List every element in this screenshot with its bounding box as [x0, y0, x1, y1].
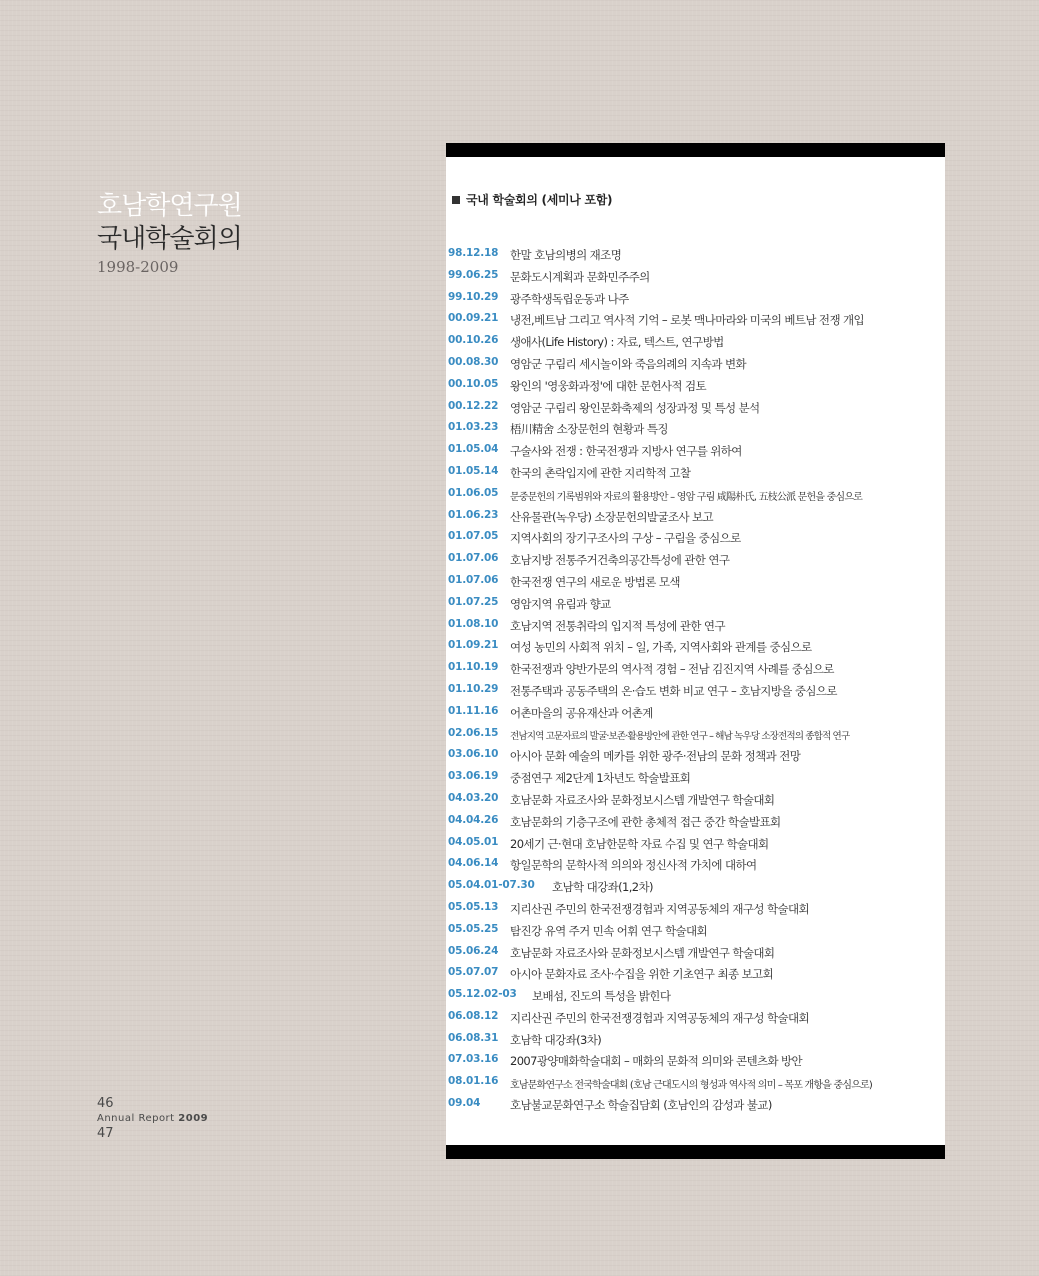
list-item — [448, 1052, 943, 1074]
list-item — [448, 595, 943, 617]
list-item — [448, 791, 943, 813]
entry-date: 00.12.22 — [448, 399, 499, 412]
entry-title: 전통주택과 공동주택의 온·습도 변화 비교 연구 – 호남지방을 중심으로 — [510, 683, 837, 698]
entry-date: 02.06.15 — [448, 726, 499, 739]
list-item — [448, 1031, 943, 1053]
list-item — [448, 856, 943, 878]
entry-title: 호남학 대강좌(3차) — [510, 1032, 602, 1047]
entry-date: 01.07.25 — [448, 595, 499, 608]
list-item — [448, 399, 943, 421]
entry-date: 07.03.16 — [448, 1053, 499, 1066]
list-item — [448, 638, 943, 660]
annual-label-text: Annual Report — [97, 1113, 175, 1124]
entry-date: 98.12.18 — [448, 247, 499, 259]
entry-date: 00.10.26 — [448, 334, 499, 347]
list-item — [448, 464, 943, 486]
entry-title: 보배섬, 진도의 특성을 밝힌다 — [532, 989, 671, 1004]
entry-title: 지역사회의 장기구조사의 구상 – 구림을 중심으로 — [510, 531, 741, 546]
entry-title: 냉전,베트남 그리고 역사적 기억 – 로봇 맥나마라와 미국의 베트남 전쟁 개입 — [510, 313, 865, 328]
list-item — [448, 965, 943, 987]
list-item — [448, 573, 943, 595]
list-item — [448, 813, 943, 835]
entry-date: 04.03.20 — [448, 791, 499, 804]
entry-title: 아시아 문화 예술의 메카를 위한 광주·전남의 문화 정책과 전망 — [510, 749, 801, 764]
entry-title: 항일문학의 문학사적 의의와 정신사적 가치에 대하여 — [510, 858, 757, 873]
list-item — [448, 442, 943, 464]
entry-title: 전남지역 고문자료의 발굴·보존·활용방안에 관한 연구 – 해남 녹우당 소장전적의 종합적 연구 — [510, 730, 850, 742]
list-item — [448, 944, 943, 966]
entry-date: 01.11.16 — [448, 704, 499, 717]
page-number-right: 47 — [97, 1126, 114, 1141]
entry-date: 05.04.01-07.30 — [448, 879, 535, 892]
entry-title: 구술사와 전쟁 : 한국전쟁과 지방사 연구를 위하여 — [510, 444, 742, 459]
entry-date: 01.06.05 — [448, 486, 499, 499]
list-item — [448, 333, 943, 355]
entry-date: 09.04 — [448, 1097, 481, 1110]
entry-date: 06.08.31 — [448, 1031, 499, 1044]
entry-date: 05.12.02-03 — [448, 988, 517, 1001]
list-item — [448, 900, 943, 922]
conference-list — [448, 246, 943, 1118]
page-footer — [97, 1096, 208, 1142]
entry-title: 호남지역 전통취락의 입지적 특성에 관한 연구 — [510, 618, 725, 633]
entry-date: 05.06.24 — [448, 944, 499, 957]
list-item — [448, 835, 943, 857]
list-item — [448, 704, 943, 726]
entry-date: 99.06.25 — [448, 268, 499, 281]
entry-date: 01.05.04 — [448, 443, 499, 456]
entry-title: 탐진강 유역 주거 민속 어휘 연구 학술대회 — [510, 923, 707, 938]
entry-title: 중점연구 제2단계 1차년도 학술발표회 — [510, 771, 691, 786]
list-item — [448, 486, 943, 508]
annual-year: 2009 — [178, 1113, 209, 1124]
entry-title: 한말 호남의병의 재조명 — [510, 248, 622, 262]
list-item — [448, 660, 943, 682]
list-item — [448, 551, 943, 573]
entry-date: 04.06.14 — [448, 857, 499, 870]
list-item — [448, 1074, 943, 1096]
panel-top-bar — [446, 143, 945, 157]
entry-title: 영암군 구림리 왕인문화축제의 성장과정 및 특성 분석 — [510, 400, 760, 415]
entry-title: 문중문헌의 기록범위와 자료의 활용방안 – 영암 구림 咸陽朴氏, 五枝公派 문헌을 중심으로 — [510, 491, 863, 503]
entry-date: 01.10.19 — [448, 661, 499, 674]
list-item — [448, 355, 943, 377]
list-item — [448, 769, 943, 791]
list-item — [448, 420, 943, 442]
entry-date: 00.10.05 — [448, 377, 499, 390]
list-item — [448, 1009, 943, 1031]
entry-date: 03.06.10 — [448, 748, 499, 761]
list-item — [448, 508, 943, 530]
list-item — [448, 987, 943, 1009]
section-title-text: 국내 학술회의 (세미나 포함) — [466, 193, 613, 207]
list-item — [448, 747, 943, 769]
list-item — [448, 377, 943, 399]
entry-title: 한국전쟁 연구의 새로운 방법론 모색 — [510, 574, 680, 589]
list-item — [448, 1096, 943, 1118]
entry-date: 04.05.01 — [448, 835, 499, 848]
entry-date: 04.04.26 — [448, 813, 499, 826]
entry-title: 호남학 대강좌(1,2차) — [552, 880, 653, 895]
entry-title: 영암지역 유림과 향교 — [510, 596, 611, 611]
page-number-left: 46 — [97, 1096, 114, 1111]
entry-title: 2007광양매화학술대회 – 매화의 문화적 의미와 콘텐츠화 방안 — [510, 1054, 803, 1069]
entry-date: 01.06.23 — [448, 508, 499, 521]
entry-title: 한국의 촌락입지에 관한 지리학적 고찰 — [510, 465, 691, 480]
list-item — [448, 922, 943, 944]
list-item — [448, 726, 943, 748]
entry-title: 영암군 구림리 세시놀이와 죽음의례의 지속과 변화 — [510, 356, 746, 371]
entry-title: 호남문화 자료조사와 문화정보시스템 개발연구 학술대회 — [510, 945, 775, 960]
entry-date: 01.08.10 — [448, 617, 499, 630]
entry-date: 01.07.05 — [448, 530, 499, 543]
year-range: 1998-2009 — [97, 258, 179, 276]
entry-title: 여성 농민의 사회적 위치 – 일, 가족, 지역사회와 관계를 중심으로 — [510, 640, 812, 655]
entry-date: 08.01.16 — [448, 1075, 499, 1088]
entry-title: 호남지방 전통주거건축의공간특성에 관한 연구 — [510, 553, 730, 568]
list-item — [448, 290, 943, 312]
conference-panel — [446, 143, 945, 1159]
entry-title: 어촌마을의 공유재산과 어촌계 — [510, 705, 653, 720]
entry-date: 99.10.29 — [448, 290, 499, 303]
entry-title: 지리산권 주민의 한국전쟁경험과 지역공동체의 재구성 학술대회 — [510, 901, 810, 916]
list-item — [448, 529, 943, 551]
list-item — [448, 682, 943, 704]
entry-date: 00.09.21 — [448, 312, 499, 325]
entry-title: 한국전쟁과 양반가문의 역사적 경험 – 전남 김진지역 사례를 중심으로 — [510, 662, 834, 677]
list-item — [448, 246, 943, 268]
entry-title: 문화도시계획과 문화민주주의 — [510, 269, 650, 284]
entry-title: 20세기 근·현대 호남한문학 자료 수집 및 연구 학술대회 — [510, 836, 769, 851]
entry-title: 호남문화의 기층구조에 관한 총체적 접근 중간 학술발표회 — [510, 814, 781, 829]
entry-date: 05.05.25 — [448, 922, 499, 935]
list-item — [448, 268, 943, 290]
entry-title: 왕인의 '영웅화과정'에 대한 문헌사적 검토 — [510, 378, 706, 393]
entry-date: 01.10.29 — [448, 682, 499, 695]
side-heading — [97, 190, 242, 276]
entry-title: 호남불교문화연구소 학술집담회 (호남인의 감성과 불교) — [510, 1098, 772, 1113]
entry-title: 아시아 문화자료 조사·수집을 위한 기초연구 최종 보고회 — [510, 967, 774, 982]
section-title — [452, 191, 612, 208]
entry-title: 호남문화연구소 전국학술대회 (호남 근대도시의 형성과 역사적 의미 – 목포 개항을 중심으로) — [510, 1080, 873, 1092]
entry-date: 01.05.14 — [448, 464, 499, 477]
entry-date: 01.07.06 — [448, 573, 499, 586]
entry-title: 梧川精舍 소장문헌의 현황과 특징 — [510, 422, 668, 437]
entry-date: 01.09.21 — [448, 639, 499, 652]
list-item — [448, 878, 943, 900]
panel-bottom-bar — [446, 1145, 945, 1159]
entry-date: 01.03.23 — [448, 421, 499, 434]
entry-date: 03.06.19 — [448, 770, 499, 783]
entry-title: 생애사(Life History) : 자료, 텍스트, 연구방법 — [510, 335, 724, 350]
entry-title: 호남문화 자료조사와 문화정보시스템 개발연구 학술대회 — [510, 792, 775, 807]
entry-date: 05.05.13 — [448, 900, 499, 913]
page-title: 국내학술회의 — [97, 224, 242, 254]
entry-date: 05.07.07 — [448, 966, 499, 979]
institute-name: 호남학연구원 — [97, 191, 242, 221]
entry-date: 01.07.06 — [448, 552, 499, 565]
entry-title: 산유물관(녹우당) 소장문헌의발굴조사 보고 — [510, 509, 714, 524]
entry-date: 00.08.30 — [448, 355, 499, 368]
entry-date: 06.08.12 — [448, 1009, 499, 1022]
list-item — [448, 311, 943, 333]
list-item — [448, 617, 943, 639]
annual-report-label — [97, 1112, 208, 1126]
entry-title: 광주학생독립운동과 나주 — [510, 291, 629, 306]
entry-title: 지리산권 주민의 한국전쟁경험과 지역공동체의 재구성 학술대회 — [510, 1010, 810, 1025]
square-bullet-icon — [452, 196, 460, 204]
